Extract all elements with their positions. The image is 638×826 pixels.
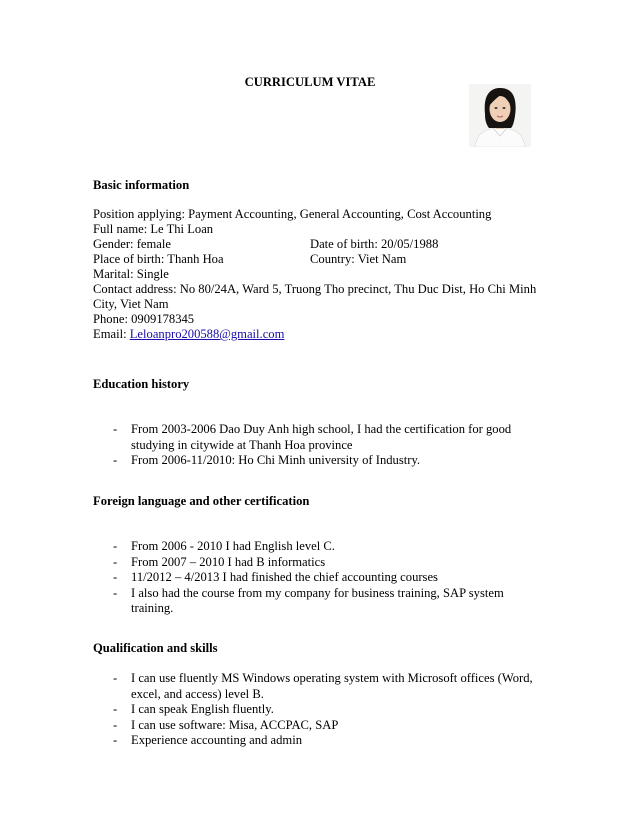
section-heading-foreign: Foreign language and other certification	[93, 494, 310, 508]
place-of-birth: Place of birth: Thanh Hoa	[93, 252, 224, 266]
list-item: - I can speak English fluently.	[113, 702, 274, 717]
profile-photo	[469, 84, 531, 147]
email-label: Email:	[93, 327, 130, 341]
email-link[interactable]: Leloanpro200588@gmail.com	[129, 327, 285, 341]
bullet-dash: -	[113, 717, 118, 732]
bullet-dash: -	[113, 671, 118, 685]
bullet-dash: -	[113, 585, 118, 600]
phone: Phone: 0909178345	[93, 312, 195, 326]
country: Country: Viet Nam	[310, 252, 407, 266]
section-heading-skills: Qualification and skills	[93, 641, 218, 655]
gender: Gender: female	[93, 237, 171, 251]
section-heading-basic: Basic information	[93, 178, 190, 192]
bullet-dash: -	[113, 422, 118, 436]
document-title: CURRICULUM VITAE	[244, 75, 376, 89]
list-item: - Experience accounting and admin	[113, 733, 302, 748]
list-item: - I can use fluently MS Windows operating system with Microsoft offices (Word, excel, and access) level B.	[113, 671, 533, 701]
date-of-birth: Date of birth: 20/05/1988	[310, 237, 439, 251]
birthplace-country-row	[93, 252, 493, 268]
bullet-dash: -	[113, 539, 118, 553]
full-name: Full name: Le Thi Loan	[93, 222, 214, 236]
foreign-list	[113, 539, 543, 617]
bullet-dash: -	[113, 733, 118, 748]
position-applying: Position applying: Payment Accounting, General Accounting, Cost Accounting	[93, 207, 492, 221]
bullet-dash: -	[113, 453, 118, 468]
list-item: - From 2006-11/2010: Ho Chi Minh university of Industry.	[113, 453, 421, 468]
list-item: - I can use software: Misa, ACCPAC, SAP	[113, 717, 339, 732]
section-heading-education: Education history	[93, 377, 190, 391]
list-item: - From 2006 - 2010 I had English level C.	[113, 539, 335, 553]
email-row	[93, 327, 284, 343]
bullet-dash: -	[113, 570, 118, 585]
marital-status: Marital: Single	[93, 267, 169, 281]
contact-address-line-2: City, Viet Nam	[93, 297, 169, 311]
list-item: - From 2007 – 2010 I had B informatics	[113, 554, 326, 569]
list-item: - From 2003-2006 Dao Duy Anh high school, I had the certification for good studying in citywide at Thanh Hoa province	[113, 422, 512, 452]
contact-address-line-1: Contact address: No 80/24A, Ward 5, Truong Tho precinct, Thu Duc Dist, Ho Chi Minh	[93, 282, 537, 296]
bullet-dash: -	[113, 554, 118, 569]
skills-list	[113, 671, 543, 749]
list-item: - I also had the course from my company for business training, SAP system training.	[113, 585, 504, 616]
gender-dob-row	[93, 237, 493, 253]
bullet-dash: -	[113, 702, 118, 717]
list-item: - 11/2012 – 4/2013 I had finished the chief accounting courses	[113, 570, 438, 585]
education-list	[113, 422, 543, 469]
